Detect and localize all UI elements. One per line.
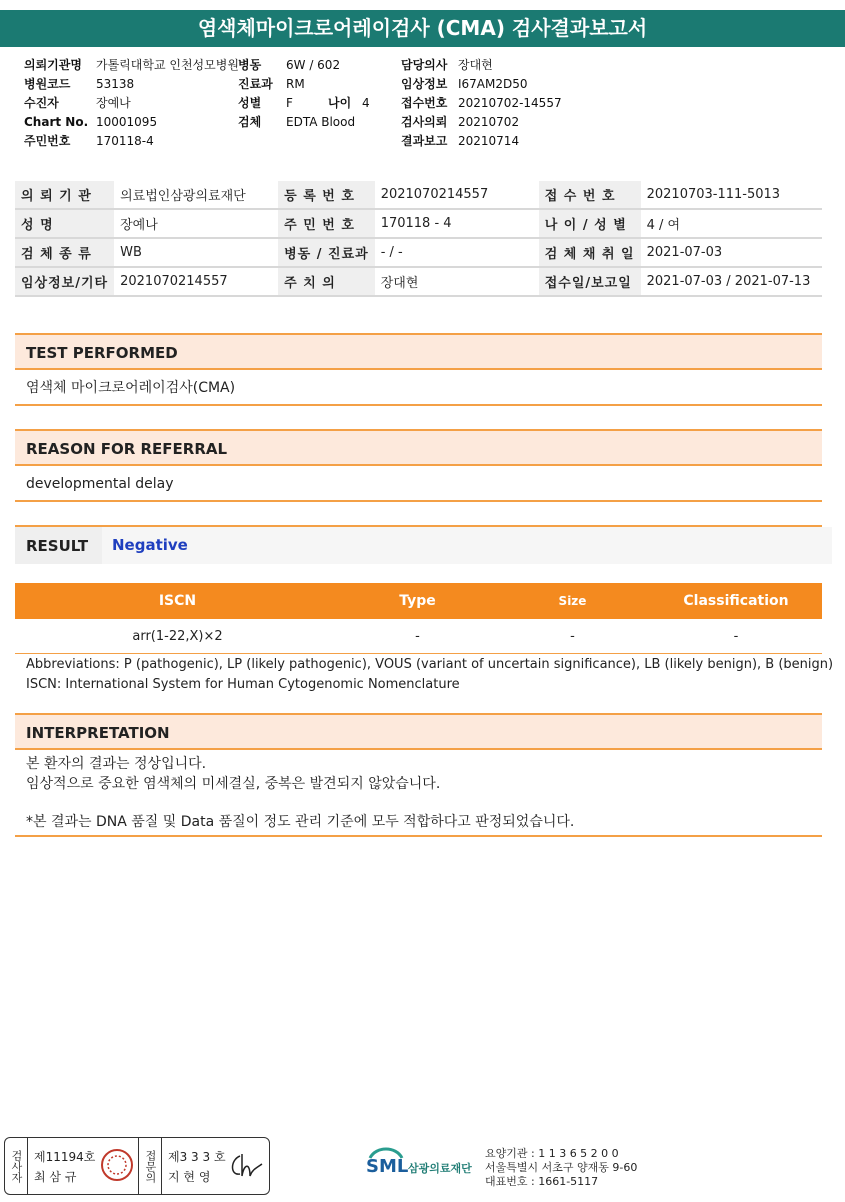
classification-header: Classification bbox=[650, 583, 822, 619]
result-value: Negative bbox=[102, 527, 832, 564]
interpretation-heading: INTERPRETATION bbox=[15, 713, 822, 750]
table-row bbox=[15, 619, 822, 654]
size-header: Size bbox=[495, 583, 650, 619]
iscn-table bbox=[15, 583, 822, 654]
type-header: Type bbox=[340, 583, 495, 619]
type-value: - bbox=[340, 619, 495, 654]
iscn-header: ISCN bbox=[15, 583, 340, 619]
examiner-license: 제11194호 bbox=[34, 1150, 96, 1164]
confirmer-label: 접문의 bbox=[139, 1138, 162, 1194]
size-value: - bbox=[495, 619, 650, 654]
reason-heading: REASON FOR REFERRAL bbox=[15, 429, 822, 466]
signature-icon bbox=[228, 1150, 264, 1180]
report-title: 염색체마이크로어레이검사 (CMA) 검사결과보고서 bbox=[0, 10, 845, 47]
info-row: 임상정보/기타 2021070214557 주 치 의 장대현 접수일/보고일 2021-07-03 / 2021-07-13 bbox=[15, 267, 822, 296]
org-name: 삼광의료재단 bbox=[408, 1162, 472, 1175]
header-col1: 의뢰기관명 가톨릭대학교 인천성모병원 병원코드 53138 수진자 장예나 Chart No. 10001095 주민번호 170118-4 bbox=[24, 58, 239, 148]
sml-logo bbox=[366, 1146, 486, 1182]
examiner-label: 검사자 bbox=[5, 1138, 28, 1194]
result-label: RESULT bbox=[26, 537, 89, 555]
header-col2: 병동 6W / 602 진료과 RM 성별 F 나이 4 검체 EDTA Blood bbox=[238, 58, 370, 129]
info-row: 의 뢰 기 관 의료법인삼광의료재단 등 록 번 호 2021070214557 접 수 번 호 20210703-111-5013 bbox=[15, 181, 822, 210]
seal-icon bbox=[100, 1148, 134, 1182]
header-col3: 담당의사 장대현 임상정보 I67AM2D50 접수번호 20210702-14557 검사의뢰 20210702 결과보고 20210714 bbox=[401, 58, 562, 148]
examiner-name: 최 삼 규 bbox=[34, 1170, 77, 1184]
test-performed-heading: TEST PERFORMED bbox=[15, 333, 822, 370]
abbreviations: Abbreviations: P (pathogenic), LP (likely pathogenic), VOUS (variant of uncertain significance), LB (likely benign), B (benign) ISCN: International System for Human Cytogenomic Nomenclature bbox=[26, 657, 834, 692]
info-row: 성 명 장예나 주 민 번 호 170118 - 4 나 이 / 성 별 4 / 여 bbox=[15, 209, 822, 238]
org-info: 요양기관 : 1 1 3 6 5 2 0 0 서울특별시 서초구 양재동 9-60 대표번호 : 1661-5117 bbox=[485, 1147, 638, 1188]
signature-box bbox=[4, 1137, 270, 1195]
patient-info-table bbox=[15, 180, 822, 297]
test-performed-text: 염색체 마이크로어레이검사(CMA) bbox=[15, 370, 822, 406]
reason-text: developmental delay bbox=[15, 466, 822, 502]
result-row bbox=[15, 525, 822, 564]
confirmer-name: 지 현 영 bbox=[168, 1170, 211, 1184]
info-row: 검 체 종 류 WB 병동 / 진료과 - / - 검 체 채 취 일 2021-07-03 bbox=[15, 238, 822, 267]
iscn-value: arr(1-22,X)×2 bbox=[15, 619, 340, 654]
confirmer-license: 제3 3 3 호 bbox=[168, 1150, 226, 1164]
classification-value: - bbox=[650, 619, 822, 654]
sml-logo-text: SML bbox=[366, 1156, 409, 1177]
interpretation-divider bbox=[15, 835, 822, 837]
interpretation-text: 본 환자의 결과는 정상입니다. 임상적으로 중요한 염색체의 미세결실, 중복은 발견되지 않았습니다. *본 결과는 DNA 품질 및 Data 품질이 정도 관리 기준에 모두 적합하다고 판정되었습니다. bbox=[26, 756, 575, 830]
